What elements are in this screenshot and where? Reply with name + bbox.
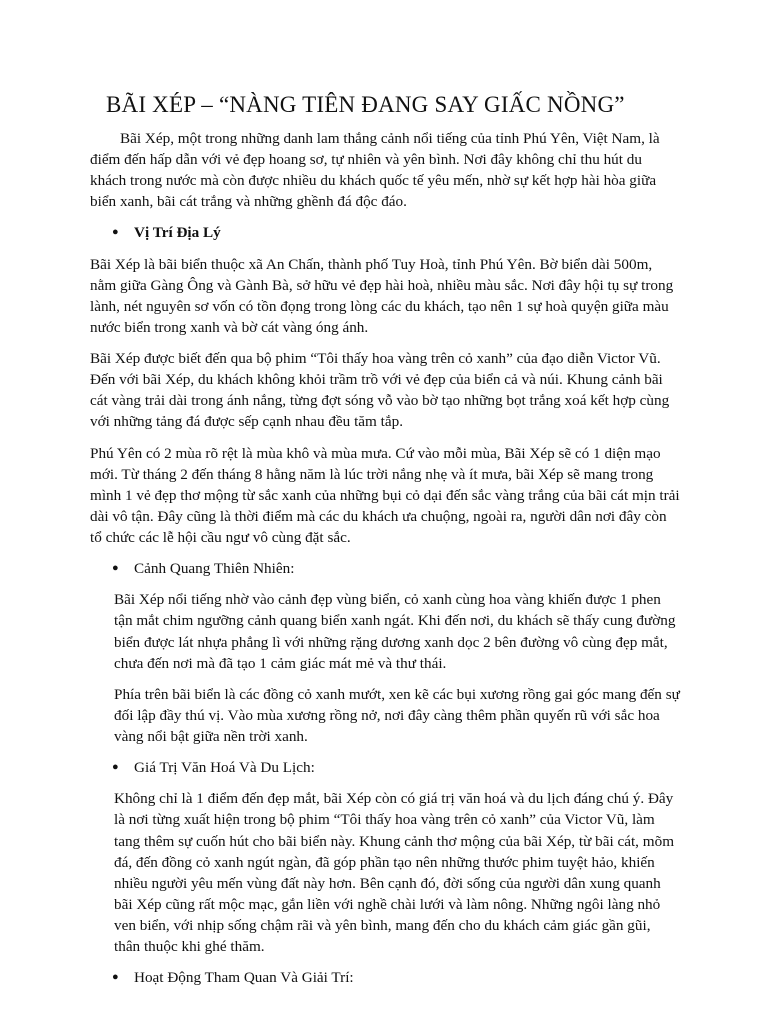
section-heading-landscape	[90, 558, 680, 579]
intro-paragraph: Bãi Xép, một trong những danh lam thắng cảnh nổi tiếng của tỉnh Phú Yên, Việt Nam, là điểm đến hấp dẫn với vẻ đẹp hoang sơ, tự nhiên và yên bình. Nơi đây không chỉ thu hút du khách trong nước mà còn được nhiều du khách quốc tế yêu mến, nhờ sự kết hợp hài hòa giữa biển xanh, bãi cát trắng và những ghềnh đá độc đáo.	[90, 129, 660, 211]
section-heading-label: Cảnh Quang Thiên Nhiên:	[134, 560, 295, 578]
location-paragraph-2: Bãi Xép được biết đến qua bộ phim “Tôi thấy hoa vàng trên cỏ xanh” của đạo diễn Victor Vũ. Đến với bãi Xép, du khách không khỏi trầm trồ với vẻ đẹp của biển cả và núi. Khung cảnh bãi cát vàng trải dài trong ánh nắng, từng đợt sóng vỗ vào bờ tạo những bọt trắng xoá kết hợp cùng với những tảng đá được sếp cạnh nhau đều tăm tắp.	[90, 350, 670, 431]
location-paragraph-1: Bãi Xép là bãi biển thuộc xã An Chấn, thành phố Tuy Hoà, tỉnh Phú Yên. Bờ biển dài 500m, nằm giữa Gàng Ông và Gành Bà, sở hữu vẻ đẹp hài hoà, nhiều màu sắc. Nơi đây hội tụ sự trong lành, nét nguyên sơ vốn có tồn đọng trong lòng các du khách, tạo nên 1 sự hoà quyện giữa màu nước biển trong xanh và bờ cát vàng óng ánh.	[90, 255, 674, 336]
culture-paragraph-1: Không chỉ là 1 điểm đến đẹp mắt, bãi Xép còn có giá trị văn hoá và du lịch đáng chú ý. Đây là nơi từng xuất hiện trong bộ phim “Tôi thấy hoa vàng trên cỏ xanh” của Victor Vũ, làm tang thêm sự cuốn hút cho bãi biển này. Khung cảnh thơ mộng của bãi Xép, từ bãi cát, mõm đá, đến đồng cỏ xanh ngút ngàn, đã góp phần tạo nên những thước phim tuyệt hảo, khiến nhiều người yêu mến vùng đất này hơn. Bên cạnh đó, đời sống của người dân xung quanh bãi Xép cũng rất mộc mạc, gắn liền với nghề chài lưới và làm nông. Những ngôi làng nhỏ ven biển, với nhịp sống chậm rãi và yên bình, mang đến cho du khách cảm giác gần gũi, thân thuộc khi ghé thăm.	[114, 790, 675, 956]
landscape-paragraph-2: Phía trên bãi biển là các đồng cỏ xanh mướt, xen kẽ các bụi xương rồng gai góc mang đến sự đối lập đầy thú vị. Vào mùa xương rồng nở, nơi đây càng thêm phần quyến rũ với sắc hoa vàng nổi bật giữa nền trời xanh.	[114, 685, 680, 746]
bullet-icon: ●	[112, 562, 119, 575]
section-heading-location	[90, 222, 680, 243]
bullet-icon: ●	[112, 971, 119, 984]
section-heading-label: Hoạt Động Tham Quan Và Giải Trí:	[134, 969, 354, 987]
section-heading-label: Giá Trị Văn Hoá Và Du Lịch:	[134, 759, 315, 777]
section-heading-activities	[90, 967, 680, 988]
bullet-icon: ●	[112, 226, 119, 239]
landscape-paragraph-1: Bãi Xép nổi tiếng nhờ vào cảnh đẹp vùng biển, cỏ xanh cùng hoa vàng khiến được 1 phen tận mắt chim ngưỡng cảnh quang biển xanh ngát. Khi đến nơi, du khách sẽ thấy cung đường biển được lát nhựa phẳng lì với những rặng dương xanh dọc 2 bên đường vô cùng đẹp mắt, chưa đến nơi mà đã tạo 1 cảm giác mát mẻ và thư thái.	[114, 591, 676, 672]
bullet-icon: ●	[112, 761, 119, 774]
section-heading-culture	[90, 757, 680, 778]
location-paragraph-3: Phú Yên có 2 mùa rõ rệt là mùa khô và mùa mưa. Cứ vào mỗi mùa, Bãi Xép sẽ có 1 diện mạo mới. Từ tháng 2 đến tháng 8 hằng năm là lúc trời nắng nhẹ và ít mưa, bãi Xép sẽ mang trong mình 1 vẻ đẹp thơ mộng từ sắc xanh của những bụi cỏ dại đến sắc vàng trắng của bãi cát mịn trải dài vô tận. Đây cũng là thời điểm mà các du khách ưa chuộng, ngoài ra, người dân nơi đây còn tổ chức các lễ hội cầu ngư vô cùng đặt sắc.	[90, 444, 680, 547]
section-heading-label: Vị Trí Địa Lý	[134, 224, 221, 242]
document-title: BÃI XÉP – “NÀNG TIÊN ĐANG SAY GIẤC NỒNG”	[106, 92, 625, 117]
